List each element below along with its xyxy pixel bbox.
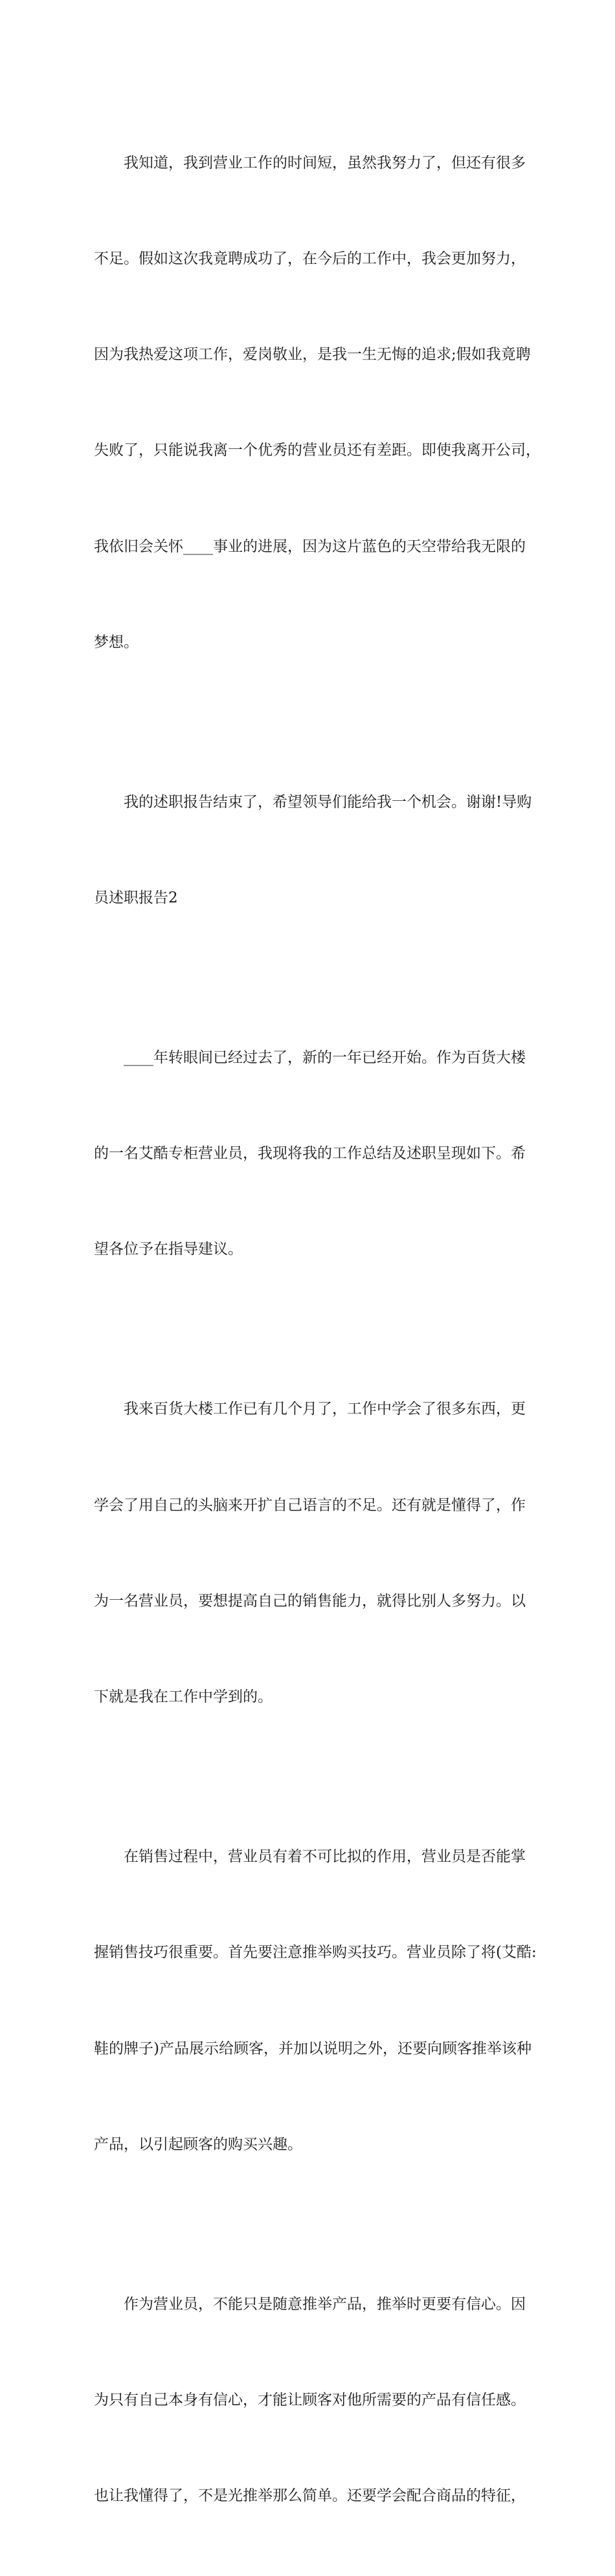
text-line: 因为我热爱这项工作，爱岗敬业，是我一生无悔的追求;假如我竟聘: [94, 346, 531, 364]
text-line: 失败了，只能说我离一个优秀的营业员还有差距。即使我离开公司，: [94, 442, 541, 459]
text-line: 员述职报告2: [94, 890, 178, 907]
paragraph-4: [94, 1330, 534, 1778]
text-line: 我依旧会关怀____事业的进展，因为这片蓝色的天空带给我无限的: [94, 538, 526, 555]
text-line: 为一名营业员，要想提高自己的销售能力，就得比别人多努力。以: [94, 1592, 526, 1610]
text-line: 望各位予在指导建议。: [94, 1241, 243, 1258]
paragraph-3: [94, 978, 534, 1329]
text-line: 学会了用自己的头脑来开扩自己语言的不足。还有就是懂得了，作: [94, 1496, 526, 1514]
text-line: 我的述职报告结束了，希望领导们能给我一个机会。谢谢!导购: [124, 793, 532, 811]
document-body: [94, 83, 541, 2576]
paragraph-2: [94, 723, 534, 978]
paragraph-6: [94, 2225, 534, 2576]
text-line: 的一名艾酷专柜营业员，我现将我的工作总结及述职呈现如下。希: [94, 1145, 526, 1162]
text-line: 产品，以引起顾客的购买兴趣。: [94, 2135, 302, 2153]
text-line: 为只有自己本身有信心，才能让顾客对他所需要的产品有信任感。: [94, 2391, 526, 2408]
text-line: ____年转眼间已经过去了，新的一年已经开始。作为百货大楼: [124, 1049, 526, 1067]
text-line: 我知道，我到营业工作的时间短，虽然我努力了，但还有很多: [124, 154, 526, 171]
text-line: 不足。假如这次我竟聘成功了，在今后的工作中，我会更加努力，: [94, 250, 526, 268]
text-line: 下就是我在工作中学到的。: [94, 1688, 273, 1706]
text-line: 在销售过程中，营业员有着不可比拟的作用，营业员是否能掌: [124, 1848, 526, 1866]
text-line: 作为营业员，不能只是随意推举产品，推举时更要有信心。因: [124, 2295, 526, 2313]
text-line: 鞋的牌子)产品展示给顾客，并加以说明之外，还要向顾客推举该种: [94, 2040, 531, 2057]
text-line: 我来百货大楼工作已有几个月了，工作中学会了很多东西，更: [124, 1401, 526, 1418]
paragraph-1: [94, 83, 541, 723]
text-line: 也让我懂得了，不是光推举那么简单。还要学会配合商品的特征，: [94, 2487, 526, 2505]
text-line: 梦想。: [94, 633, 139, 651]
text-line: 握销售技巧很重要。首先要注意推举购买技巧。营业员除了将(艾酷:: [94, 1944, 537, 1961]
paragraph-5: [94, 1777, 537, 2225]
